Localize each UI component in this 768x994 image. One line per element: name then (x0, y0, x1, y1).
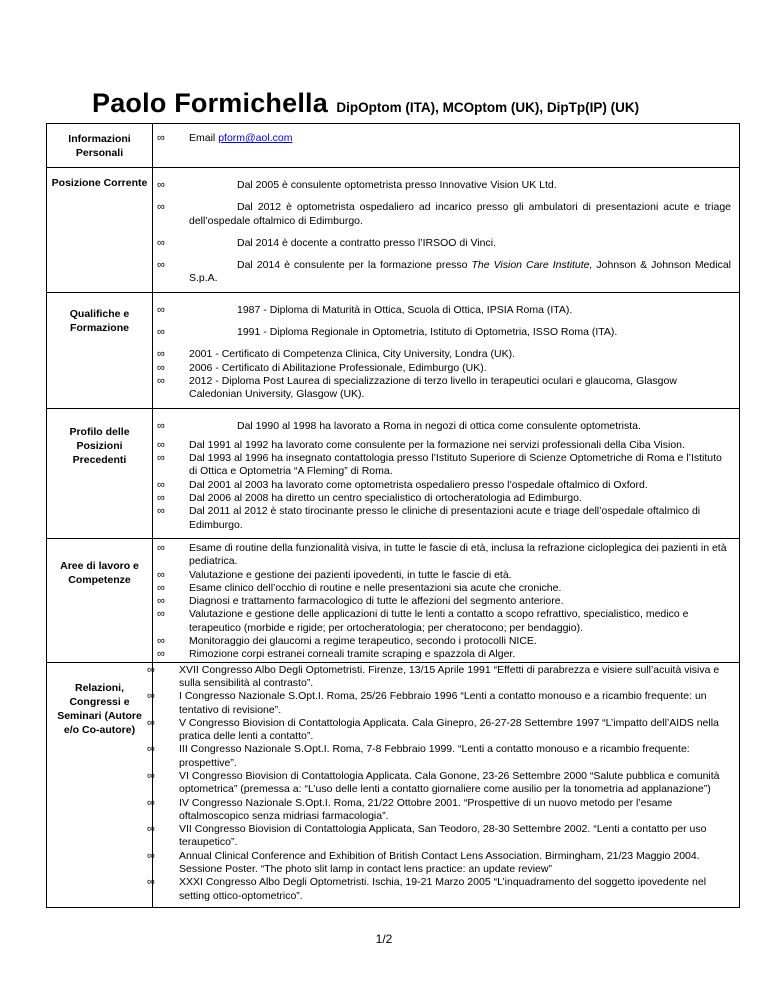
bullet-icon: ∞ (147, 796, 155, 809)
list-item (153, 439, 731, 452)
item-text: IV Congresso Nazionale S.Opt.I. Roma, 21/22 Ottobre 2001. “Prospettive di un nuovo metodo per l’esame oftalmoscopico senza midriasi farmacologia”. (179, 796, 673, 822)
item-text: Esame clinico dell’occhio di routine e nelle presentazioni sia acute che croniche. (189, 581, 562, 594)
item-text: Monitoraggio dei glaucomi a regime terapeutico, secondo i protocolli NICE. (189, 635, 537, 648)
list-item (153, 420, 731, 433)
list-item (147, 849, 731, 877)
list-item (147, 876, 731, 903)
bullet-icon: ∞ (157, 348, 165, 361)
list-item (147, 743, 731, 770)
label-qualifiche: Qualifiche e Formazione (47, 292, 153, 408)
bullet-icon: ∞ (157, 478, 165, 491)
bullet-icon: ∞ (147, 849, 155, 862)
list-item (153, 542, 731, 569)
bullet-icon: ∞ (157, 201, 165, 214)
bullet-icon: ∞ (147, 716, 155, 729)
item-text: Dal 2001 al 2003 ha lavorato come optometrista ospedaliero presso l’ospedale oftalmico di Oxford. (189, 478, 648, 491)
item-text: Dal 2011 al 2012 è stato tirocinante presso le cliniche di presentazioni acute e triage dell’ospedale oftalmico di Edimburgo. (189, 505, 701, 531)
item-text: VI Congresso Biovision di Contattologia Applicata. Cala Gonone, 23-26 Settembre 2000 “Salute pubblica e comunità optometrica” (premessa a: “L’uso delle lenti a contatto giornaliere come ausilio per la tonometria ad applanazione”) (179, 769, 720, 796)
list-item (153, 479, 731, 492)
list-item (153, 505, 731, 532)
item-text: III Congresso Nazionale S.Opt.I. Roma, 7-8 Febbraio 1999. “Lenti a contatto monouso e a ricambio frequente: prospettive”. (179, 743, 690, 769)
email-link[interactable]: pform@aol.com (218, 132, 293, 144)
bullet-icon: ∞ (157, 259, 165, 272)
item-text: VII Congresso Biovision di Contattologia Applicata, San Teodoro, 28-30 Settembre 2002. “Lenti a contatto per uso teraupetico”. (179, 823, 707, 849)
list-item (147, 796, 731, 824)
bullet-icon: ∞ (157, 648, 165, 661)
item-text: Valutazione e gestione delle applicazioni di tutte le lenti a contatto a scopo refrattivo, specialistico, medico e terapeutico (morbide e rigide; per ortocheratologia; per cheratocono; per bendaggio). (189, 608, 689, 634)
list-item (153, 179, 731, 192)
item-text: 2001 - Certificato di Competenza Clinica, City University, Londra (UK). (189, 348, 516, 361)
label-relazioni: Relazioni, Congressi e Seminari (Autore e/o Co-autore) (47, 662, 153, 907)
bullet-icon: ∞ (147, 876, 155, 889)
item-text: Rimozione corpi estranei corneali tramite scraping e spazzola di Alger. (189, 648, 516, 661)
content-relazioni (147, 662, 740, 907)
bullet-icon: ∞ (147, 769, 155, 782)
item-text: 1987 - Diploma di Maturità in Ottica, Scuola di Ottica, IPSIA Roma (ITA). (237, 303, 573, 316)
item-text: V Congresso Biovision di Contattologia Applicata. Cala Ginepro, 26-27-28 Settembre 1997 “L’impatto dell’AIDS nella pratica delle lenti a contatto”. (179, 716, 719, 743)
item-text-italic: The Vision Care Institute, (471, 259, 593, 272)
content-profilo (153, 408, 740, 538)
item-text: XVII Congresso Albo Degli Optometristi. Firenze, 13/15 Aprile 1991 “Effetti di parabrezza e visiere sull’acuità visiva e sulla sensibilità al contrasto”. (179, 663, 720, 689)
list-item (147, 769, 731, 797)
item-text: Dal 2005 è consulente optometrista presso Innovative Vision UK Ltd. (237, 179, 557, 191)
row-aree (47, 538, 740, 662)
row-posizione (47, 168, 740, 293)
list-item (153, 326, 731, 339)
list-item (147, 716, 731, 744)
bullet-icon: ∞ (157, 635, 165, 648)
item-text: Dal 1993 al 1996 ha insegnato contattologia presso l’Istituto Superiore di Scienze Optometriche di Roma e l’Istituto di Ottica e Optometria “A Fleming” di Roma. (189, 452, 722, 478)
list-item (153, 362, 731, 375)
item-text: Esame di routine della funzionalità visiva, in tutte le fascie di età, inclusa la refrazione cicloplegica dei pazienti in età pediatrica. (189, 541, 727, 568)
item-text: Dal 1991 al 1992 ha lavorato come consulente per la formazione nei servizi professionali della Ciba Vision. (189, 438, 685, 451)
bullet-icon: ∞ (157, 452, 165, 465)
item-text: Dal 2012 è optometrista ospedaliero ad incarico presso gli ambulatori di presentazioni acute e triage dell’ospedale oftalmico di Edimburgo. (189, 201, 731, 227)
list-item (153, 452, 731, 479)
list-item (153, 259, 731, 286)
item-text: Valutazione e gestione dei pazienti ipovedenti, in tutte le fascie di età. (189, 568, 512, 581)
item-text: Dal 1990 al 1998 ha lavorato a Roma in negozi di ottica come consulente optometrista. (237, 419, 641, 432)
item-text: I Congresso Nazionale S.Opt.I. Roma, 25/26 Febbraio 1996 “Lenti a contatto monouso e a ricambio frequente: un tentativo di revisione”. (179, 690, 707, 716)
label-aree: Aree di lavoro e Competenze (47, 538, 153, 662)
bullet-icon: ∞ (157, 361, 165, 374)
list-item (153, 375, 731, 402)
bullet-icon: ∞ (147, 690, 155, 703)
bullet-icon: ∞ (147, 743, 155, 756)
row-informazioni (47, 124, 740, 168)
bullet-icon: ∞ (157, 568, 165, 581)
bullet-icon: ∞ (157, 608, 165, 621)
label-informazioni: Informazioni Personali (47, 124, 153, 168)
bullet-icon: ∞ (157, 438, 165, 451)
item-text: Dal 2006 al 2008 ha diretto un centro specialistico di ortocheratologia ad Edimburgo. (189, 492, 582, 505)
item-text: Dal 2014 è consulente per la formazione presso (237, 259, 472, 272)
bullet-icon: ∞ (157, 132, 165, 144)
item-text: Diagnosi e trattamento farmacologico di tutte le affezioni del segmento anteriore. (189, 595, 564, 608)
content-qualifiche (153, 292, 740, 408)
item-text: Johnson & Johnson Medical S.p.A. (189, 259, 731, 285)
row-profilo (47, 408, 740, 538)
bullet-icon: ∞ (157, 326, 165, 339)
email-label: Email (189, 132, 219, 144)
cv-header (92, 88, 639, 119)
list-item (147, 690, 731, 717)
row-qualifiche (47, 292, 740, 408)
person-name: Paolo Formichella (92, 88, 328, 118)
bullet-icon: ∞ (157, 303, 165, 316)
content-posizione (153, 168, 740, 293)
list-item (153, 237, 731, 250)
bullet-icon: ∞ (157, 581, 165, 594)
bullet-icon: ∞ (157, 492, 165, 505)
list-item (153, 132, 731, 145)
list-item (153, 348, 731, 361)
cv-table (46, 123, 740, 908)
bullet-icon: ∞ (157, 541, 165, 554)
list-item (153, 582, 731, 595)
list-item (147, 663, 731, 691)
list-item (147, 823, 731, 850)
bullet-icon: ∞ (157, 179, 165, 191)
content-aree (153, 538, 740, 662)
item-text: 2012 - Diploma Post Laurea di specializzazione di terzo livello in terapeutici oculari e glaucoma, Glasgow Caledonian University, Glasgow (UK). (189, 374, 677, 401)
list-item (153, 492, 731, 505)
item-text: 2006 - Certificato di Abilitazione Professionale, Edimburgo (UK). (189, 361, 487, 374)
bullet-icon: ∞ (147, 663, 155, 676)
page-number: 1/2 (375, 932, 393, 946)
bullet-icon: ∞ (157, 236, 165, 249)
bullet-icon: ∞ (157, 505, 165, 518)
item-text: XXXI Congresso Albo Degli Optometristi. Ischia, 19-21 Marzo 2005 “L’inquadramento del soggetto ipovedente nel setting ottico-optometrico”. (179, 876, 707, 902)
list-item (153, 304, 731, 317)
bullet-icon: ∞ (147, 823, 155, 836)
bullet-icon: ∞ (157, 595, 165, 608)
row-relazioni (47, 662, 740, 907)
list-item (153, 635, 731, 648)
item-text: 1991 - Diploma Regionale in Optometria, Istituto di Optometria, ISSO Roma (ITA). (237, 326, 618, 339)
content-informazioni (153, 124, 740, 168)
bullet-icon: ∞ (157, 419, 165, 432)
item-text: Dal 2014 è docente a contratto presso l’IRSOO di Vinci. (237, 236, 496, 249)
bullet-icon: ∞ (157, 374, 165, 387)
label-profilo: Profilo delle Posizioni Precedenti (47, 408, 153, 538)
list-item (153, 595, 731, 608)
list-item (153, 569, 731, 582)
label-posizione: Posizione Corrente (47, 168, 153, 293)
list-item (153, 608, 731, 635)
item-text: Annual Clinical Conference and Exhibition of British Contact Lens Association. Birmingham, 21/23 Maggio 2004. Sessione Poster. “The photo slit lamp in contact lens practice: an update review” (179, 849, 700, 876)
list-item (153, 648, 731, 661)
person-titles: DipOptom (ITA), MCOptom (UK), DipTp(IP) (UK) (336, 100, 640, 115)
list-item (153, 201, 731, 228)
